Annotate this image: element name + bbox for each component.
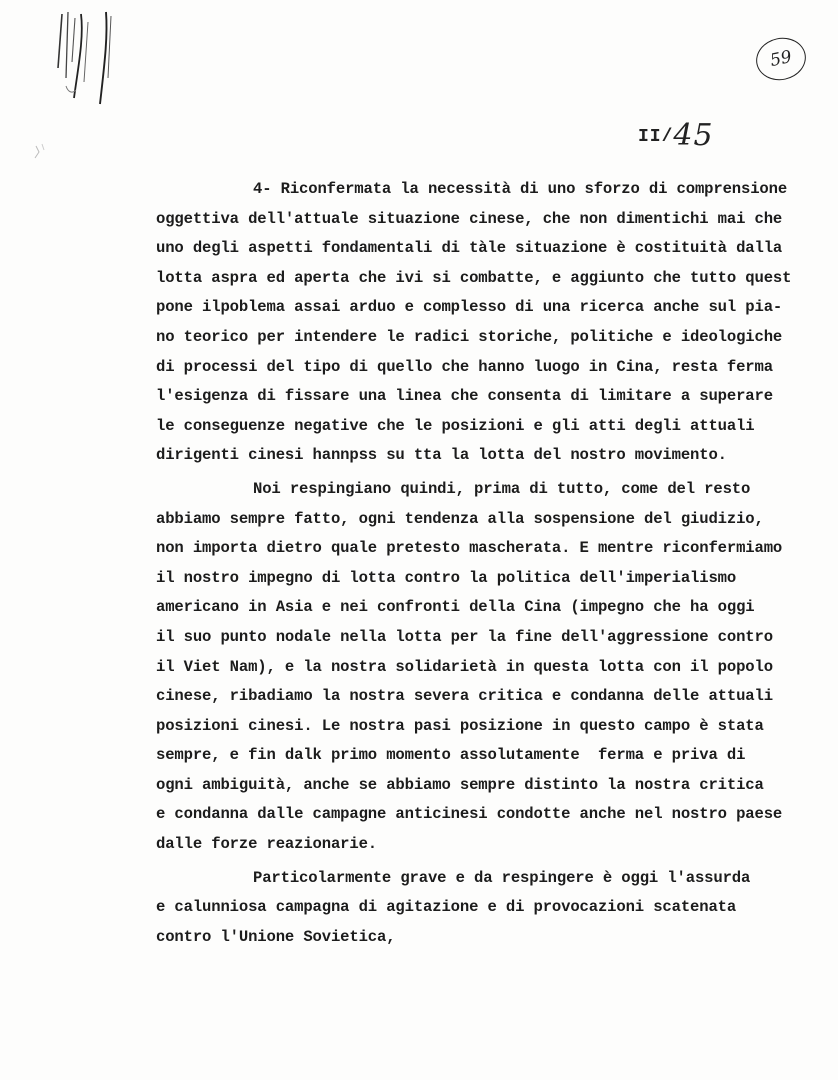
text-line: abbiamo sempre fatto, ogni tendenza alla sospensione del giudizio, <box>156 509 764 528</box>
text-line: il suo punto nodale nella lotta per la fine dell'aggressione contro <box>156 627 773 646</box>
text-line: di processi del tipo di quello che hanno luogo in Cina, resta ferma <box>156 357 773 376</box>
text-line: l'esigenza di fissare una linea che consenta di limitare a superare <box>156 387 773 406</box>
text-line: americano in Asia e nei confronti della Cina (impegno che ha oggi <box>156 598 755 617</box>
paper-speck-mark <box>30 140 54 164</box>
text-line: oggettiva dell'attuale situazione cinese, che non dimentichi mai che <box>156 209 783 228</box>
text-line: Particolarmente grave e da respingere è oggi l'assurda <box>253 868 751 887</box>
paragraph-3 <box>156 864 826 953</box>
text-line: uno degli aspetti fondamentali di tàle situazione è costituità dalla <box>156 239 783 258</box>
text-line: ogni ambiguità, anche se abbiamo sempre distinto la nostra critica <box>156 775 764 794</box>
text-line: contro l'Unione Sovietica, <box>156 927 396 946</box>
text-line: Noi respingiano quindi, prima di tutto, come del resto <box>253 479 751 498</box>
handwritten-scribble-mark <box>48 8 158 118</box>
text-line: il nostro impegno di lotta contro la politica dell'imperialismo <box>156 568 737 587</box>
text-line: cinese, ribadiamo la nostra severa critica e condanna delle attuali <box>156 687 773 706</box>
text-line: no teorico per intendere le radici storiche, politiche e ideologiche <box>156 327 783 346</box>
paragraph-1 <box>156 175 826 471</box>
text-line: 4- Riconfermata la necessità di uno sforzo di comprensione <box>253 180 788 198</box>
paragraph-2 <box>156 475 826 860</box>
text-line: lotta aspra ed aperta che ivi si combatte, e aggiunto che tutto quest <box>156 268 792 287</box>
text-line: dalle forze reazionarie. <box>156 835 377 854</box>
text-line: il Viet Nam), e la nostra solidarietà in questa lotta con il popolo <box>156 657 773 676</box>
text-line: dirigenti cinesi hannpss su tta la lotta del nostro movimento. <box>156 446 727 465</box>
text-line: posizioni cinesi. Le nostra pasi posizione in questo campo è stata <box>156 716 764 735</box>
page-reference-handwritten: 45 <box>673 118 714 153</box>
text-line: pone ilpoblema assai arduo e complesso di una ricerca anche sul pia- <box>156 298 783 317</box>
circled-page-number <box>752 33 810 84</box>
text-line: le conseguenze negative che le posizioni e gli atti degli attuali <box>156 416 755 435</box>
text-line: e condanna dalle campagne anticinesi condotte anche nel nostro paese <box>156 805 783 824</box>
text-line: sempre, e fin dalk primo momento assolutamente ferma e priva di <box>156 746 746 765</box>
text-line: e calunniosa campagna di agitazione e di provocazioni scatenata <box>156 898 737 917</box>
page-reference <box>638 118 714 153</box>
circled-page-number-text: 59 <box>768 46 794 72</box>
page-reference-typed: II/ <box>638 127 674 147</box>
document-body <box>156 175 826 952</box>
text-line: non importa dietro quale pretesto mascherata. E mentre riconfermiamo <box>156 539 783 558</box>
